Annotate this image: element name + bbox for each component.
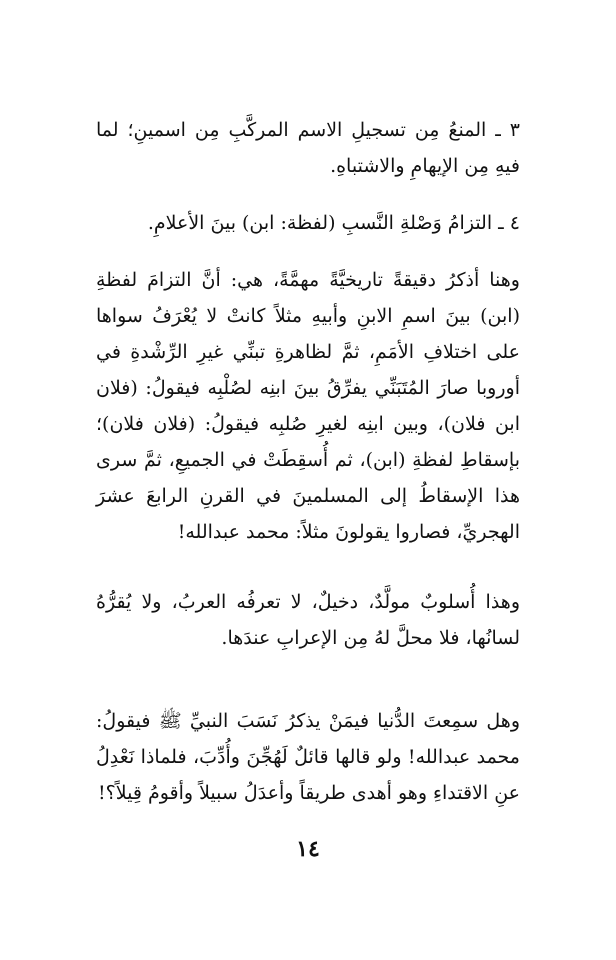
paragraph-item-3: ٣ ـ المنعُ مِن تسجيلِ الاسم المركَّبِ مِن اسمينِ؛ لما فيهِ مِن الإيهامِ والاشتباهِ. bbox=[96, 119, 520, 177]
paragraph-style-critique: وهذا أُسلوبٌ مولَّدٌ، دخيلٌ، لا تعرفُه العربُ، ولا يُقرُّهُ لسانُها، فلا محلَّ لهُ مِن الإعرابِ عندَها. bbox=[96, 591, 520, 649]
page-number: ١٤ bbox=[296, 836, 320, 862]
paragraph-prophet-lineage: وهل سمِعتَ الدُّنيا فيمَنْ يذكرُ نَسَبَ النبيِّ ﷺ فيقولُ: محمد عبدالله! ولو قالها قائلٌ لَهُجِّنَ وأُدِّبَ، فلماذا نَعْدِلُ عنِ الاقتداءِ وهو أهدى طريقاً وأعدَلُ سبيلاً وأقومُ قِيلاً؟! bbox=[96, 710, 520, 804]
paragraph-item-4: ٤ ـ التزامُ وَصْلةِ النَّسبِ (لفظة: ابن) بينَ الأعلامِ. bbox=[147, 212, 520, 234]
paragraph-historical-note: وهنا أذكرُ دقيقةً تاريخيَّةً مهمَّةً، هي: أنَّ التزامَ لفظةِ (ابن) بينَ اسمِ الابنِ وأبيهِ مثلاً كانتْ لا يُعْرَفُ سواها على اختلافِ الأمَمِ، ثمَّ لظاهرةِ تبنِّي غيرِ الرِّشْدةِ في أوروبا صارَ المُتَبَنِّي يفرِّقُ بينَ ابنِه لصُلْبِه فيقولُ: (فلان ابن فلان)، وبين ابنِه لغيرِ صُلبِه فيقولُ: (فلان فلان)؛ بإسقاطِ لفظةِ (ابن)، ثم أُسقِطَتْ في الجميعِ، ثمَّ سرى هذا الإسقاطُ إلى المسلمينَ في القرنِ الرابعَ عشرَ الهجريِّ، فصاروا يقولونَ مثلاً: محمد عبدالله! bbox=[96, 269, 520, 543]
